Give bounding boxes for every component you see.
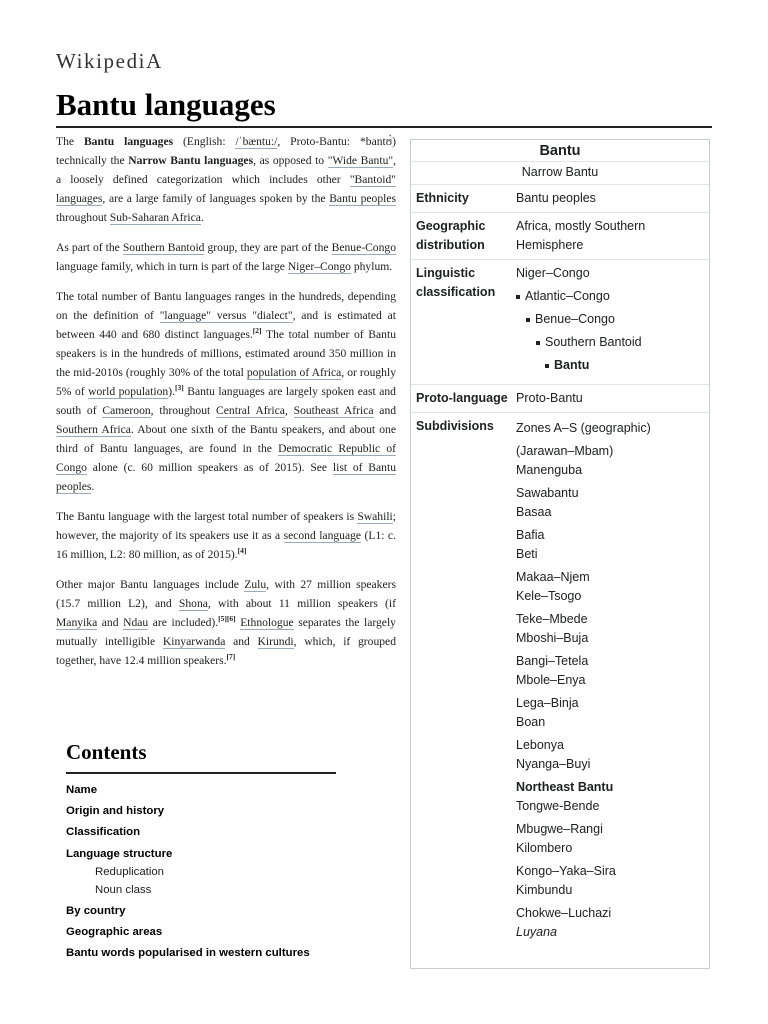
link-southeast-africa[interactable]: Southeast Africa: [293, 404, 374, 417]
citation-7[interactable]: [7]: [226, 652, 236, 662]
text-run: ; however, the majority of its speakers use it as a: [56, 510, 396, 542]
subdivision-item[interactable]: Chokwe–Luchazi: [516, 905, 612, 920]
subdivision-group: [516, 736, 705, 774]
link-niger-congo[interactable]: Niger–Congo: [287, 260, 351, 273]
citation-2[interactable]: [2]: [252, 326, 262, 336]
text-run: and: [97, 616, 124, 629]
text-run: language family, which in turn is part of the large: [56, 260, 288, 273]
text-run: phylum.: [350, 260, 393, 273]
text-run: The: [56, 135, 84, 148]
tree-node-label: Bantu: [554, 358, 590, 372]
tree-node-label: Benue–Congo: [535, 312, 615, 326]
tree-root-niger-congo[interactable]: Niger–Congo: [516, 266, 590, 280]
text-run: . About one sixth of the Bantu speakers, and about one third of Bantu languages, are found in the: [56, 423, 396, 455]
subdivision-item[interactable]: Lega–Binja: [516, 695, 579, 710]
text-run: , and is estimated at between 440 and 680 distinct languages.: [56, 309, 396, 341]
speakers-paragraph: [56, 287, 396, 496]
subdivision-item[interactable]: Basaa: [516, 504, 552, 519]
text-run: .: [200, 211, 204, 224]
link-world-population[interactable]: world population: [88, 385, 169, 398]
link-ipa-pronunciation[interactable]: /ˈbæntuː/: [235, 135, 278, 148]
classification-tree: [511, 260, 709, 384]
subdivision-group: [516, 442, 705, 480]
subdivision-item[interactable]: Lebonya: [516, 737, 564, 752]
subdivision-item[interactable]: Bangi–Tetela: [516, 653, 589, 668]
link-language-vs-dialect[interactable]: "language" versus "dialect": [159, 309, 293, 322]
text-run: .: [91, 480, 95, 493]
link-southern-bantoid[interactable]: Southern Bantoid: [122, 241, 205, 254]
tree-level: [535, 310, 705, 375]
subdivision-item[interactable]: (Jarawan–Mbam): [516, 443, 614, 458]
link-kinyarwanda[interactable]: Kinyarwanda: [162, 635, 226, 648]
subdivision-item[interactable]: Mboshi–Buja: [516, 630, 589, 645]
toc-item-geographic-areas[interactable]: Geographic areas: [66, 926, 163, 938]
link-southern-africa[interactable]: Southern Africa: [56, 423, 131, 436]
subdivision-item[interactable]: Zones A–S (geographic): [516, 420, 651, 435]
tree-node-atlantic-congo[interactable]: [525, 287, 705, 375]
text-run: , with about 11 million speakers (if: [207, 597, 396, 610]
text-run: Bantu languages are largely spoken east and south of: [56, 385, 396, 417]
link-bantu-peoples[interactable]: Bantu peoples: [329, 192, 396, 205]
tree-level: [545, 333, 705, 375]
tree-node-southern-bantoid[interactable]: [545, 333, 705, 375]
subdivision-group: [516, 568, 705, 606]
title-divider: [56, 126, 712, 128]
link-shona[interactable]: Shona: [178, 597, 208, 610]
subdivision-item[interactable]: Nyanga–Buyi: [516, 756, 591, 771]
link-cameroon[interactable]: Cameroon: [102, 404, 151, 417]
text-run: (L1: c. 16 million, L2: 80 million, as of 2015).: [56, 529, 396, 561]
infobox-label: Subdivisions: [416, 418, 494, 433]
link-central-africa[interactable]: Central Africa: [216, 404, 285, 417]
infobox-value: Africa, mostly Southern Hemisphere: [516, 219, 646, 252]
text-run: , are a large family of languages spoken by the: [102, 192, 330, 205]
table-of-contents: [56, 730, 340, 964]
infobox-subtitle: Narrow Bantu: [411, 162, 709, 185]
classification-paragraph: [56, 238, 396, 276]
link-kirundi[interactable]: Kirundi: [257, 635, 294, 648]
infobox-row-subdivisions: [411, 413, 709, 950]
link-ndau[interactable]: Ndau: [123, 616, 149, 629]
major-languages-paragraph: [56, 575, 396, 670]
text-run: (English:: [173, 135, 236, 148]
tree-node-bantu: [554, 356, 705, 375]
text-run: are included).: [148, 616, 219, 629]
subdivision-group: [516, 652, 705, 690]
toc-title: Contents: [66, 740, 147, 764]
toc-item-classification[interactable]: Classification: [66, 826, 141, 838]
infobox-row-proto-language: [411, 385, 709, 413]
toc-item-name[interactable]: Name: [66, 784, 98, 796]
text-run: throughout: [56, 211, 110, 224]
subdivision-item[interactable]: Manenguba: [516, 462, 583, 477]
text-run: The total number of Bantu speakers is in the hundreds of millions, estimated around 350 million in the mid-2010s (roughly 30% of the total: [56, 328, 396, 379]
bold-term-bantu-languages: Bantu languages: [83, 135, 174, 148]
infobox-label: Proto-language: [416, 390, 508, 405]
subdivision-item[interactable]: Kimbundu: [516, 882, 573, 897]
swahili-paragraph: [56, 507, 396, 564]
link-sub-saharan-africa[interactable]: Sub-Saharan Africa: [109, 211, 201, 224]
subdivision-item[interactable]: Luyana: [516, 924, 558, 939]
text-run: and: [225, 635, 258, 648]
text-run: The Bantu language with the largest total number of speakers is: [56, 510, 358, 523]
page-title: Bantu languages: [56, 87, 276, 122]
infobox-label: Ethnicity: [416, 191, 469, 205]
link-manyika[interactable]: Manyika: [56, 616, 98, 629]
text-run: As part of the: [56, 241, 123, 254]
subdivision-item[interactable]: Bafia: [516, 527, 545, 542]
link-swahili[interactable]: Swahili: [357, 510, 393, 523]
subdivision-item[interactable]: Teke–Mbede: [516, 611, 588, 626]
tree-node-benue-congo[interactable]: [535, 310, 705, 375]
toc-subitem-noun-class[interactable]: Noun class: [95, 884, 152, 896]
subdivision-item[interactable]: Mbole–Enya: [516, 672, 586, 687]
subdivision-group: [516, 419, 705, 438]
citation-4[interactable]: [4]: [237, 546, 247, 556]
subdivision-group: [516, 694, 705, 732]
subdivision-group: [516, 862, 705, 900]
text-run: and: [373, 404, 397, 417]
toc-divider: [66, 772, 336, 774]
infobox-row-geographic-distribution: [411, 213, 709, 260]
text-run: ).: [168, 385, 175, 398]
link-list-of-bantu-peoples[interactable]: list of Bantu peoples: [56, 461, 396, 493]
text-run: , as opposed to: [253, 154, 328, 167]
text-run: ,: [284, 404, 294, 417]
subdivision-item[interactable]: Sawabantu: [516, 485, 579, 500]
toc-item-bantu-words-popularised[interactable]: Bantu words popularised in western cultures: [66, 947, 310, 959]
intro-paragraph: [56, 132, 396, 227]
subdivision-item[interactable]: Northeast Bantu: [516, 779, 614, 794]
link-zulu[interactable]: Zulu: [244, 578, 267, 591]
bold-term-narrow-bantu: Narrow Bantu languages: [128, 154, 254, 167]
text-run: , which, if grouped together, have 12.4 million speakers.: [56, 635, 396, 667]
toc-item-by-country[interactable]: By country: [66, 905, 126, 917]
text-run: group, they are part of the: [204, 241, 332, 254]
subdivision-group: [516, 778, 705, 816]
subdivisions-list: [511, 413, 709, 950]
link-bantoid-languages[interactable]: "Bantoid" languages: [56, 173, 396, 205]
text-run: , throughout: [150, 404, 217, 417]
text-run: Other major Bantu languages include: [56, 578, 245, 591]
infobox-label: Linguistic classification: [416, 266, 496, 299]
text-run: The total number of Bantu languages ranges in the hundreds, depending on the definition of: [56, 290, 396, 322]
text-run: alone (c. 60 million speakers as of 2015). See: [86, 461, 333, 474]
citation-3[interactable]: [3]: [175, 383, 184, 393]
tree-node-label: Atlantic–Congo: [525, 289, 610, 303]
toc-item-origin-and-history[interactable]: Origin and history: [66, 805, 165, 817]
subdivision-item[interactable]: Kongo–Yaka–Sira: [516, 863, 616, 878]
subdivision-group: [516, 484, 705, 522]
text-run: separates the largely mutually intelligible: [56, 616, 396, 648]
text-run: , Proto-Bantu: *bantʊ̀) technically the: [56, 135, 396, 167]
link-benue-congo[interactable]: Benue-Congo: [331, 241, 396, 254]
text-run: , a loosely defined categorization which includes other: [56, 154, 397, 186]
subdivision-item[interactable]: Beti: [516, 546, 538, 561]
infobox-label: Geographic distribution: [416, 219, 486, 252]
subdivision-group: [516, 820, 705, 858]
text-run: , or roughly 5% of: [56, 366, 397, 398]
toc-subitem-reduplication[interactable]: Reduplication: [95, 866, 165, 878]
infobox-title: Bantu: [411, 140, 709, 162]
tree-level: [525, 287, 705, 375]
subdivision-item[interactable]: Kele–Tsogo: [516, 588, 582, 603]
subdivision-item[interactable]: Tongwe-Bende: [516, 798, 600, 813]
link-wide-bantu[interactable]: "Wide Bantu": [327, 154, 394, 167]
link-population-of-africa[interactable]: population of Africa: [246, 366, 342, 379]
link-second-language[interactable]: second language: [283, 529, 362, 542]
infobox-link-proto-bantu[interactable]: Proto-Bantu: [516, 390, 583, 405]
link-democratic-republic-of-congo[interactable]: Democratic Republic of Congo: [56, 442, 397, 474]
tree-node-label: Southern Bantoid: [545, 335, 642, 349]
subdivision-group: [516, 526, 705, 564]
subdivision-group: [516, 610, 705, 648]
toc-list: [66, 780, 340, 964]
subdivision-item[interactable]: Makaa–Njem: [516, 569, 590, 584]
subdivision-item[interactable]: Boan: [516, 714, 546, 729]
subdivision-item[interactable]: Mbugwe–Rangi: [516, 821, 603, 836]
article-body: [56, 132, 396, 681]
citation-5-6[interactable]: [5][6]: [218, 614, 236, 624]
text-run: , with 27 million speakers (15.7 million L2), and: [56, 578, 396, 610]
infobox-row-classification: [411, 260, 709, 385]
subdivision-item[interactable]: Kilombero: [516, 840, 573, 855]
tree-level: [554, 356, 705, 375]
infobox-link-bantu-peoples[interactable]: Bantu peoples: [516, 191, 596, 205]
toc-item-language-structure[interactable]: Language structure: [66, 848, 173, 860]
wikipedia-logo[interactable]: WikipediA: [56, 49, 163, 73]
infobox: [410, 139, 710, 969]
infobox-row-ethnicity: [411, 185, 709, 213]
link-ethnologue[interactable]: Ethnologue: [240, 616, 294, 629]
subdivision-group: [516, 904, 705, 942]
